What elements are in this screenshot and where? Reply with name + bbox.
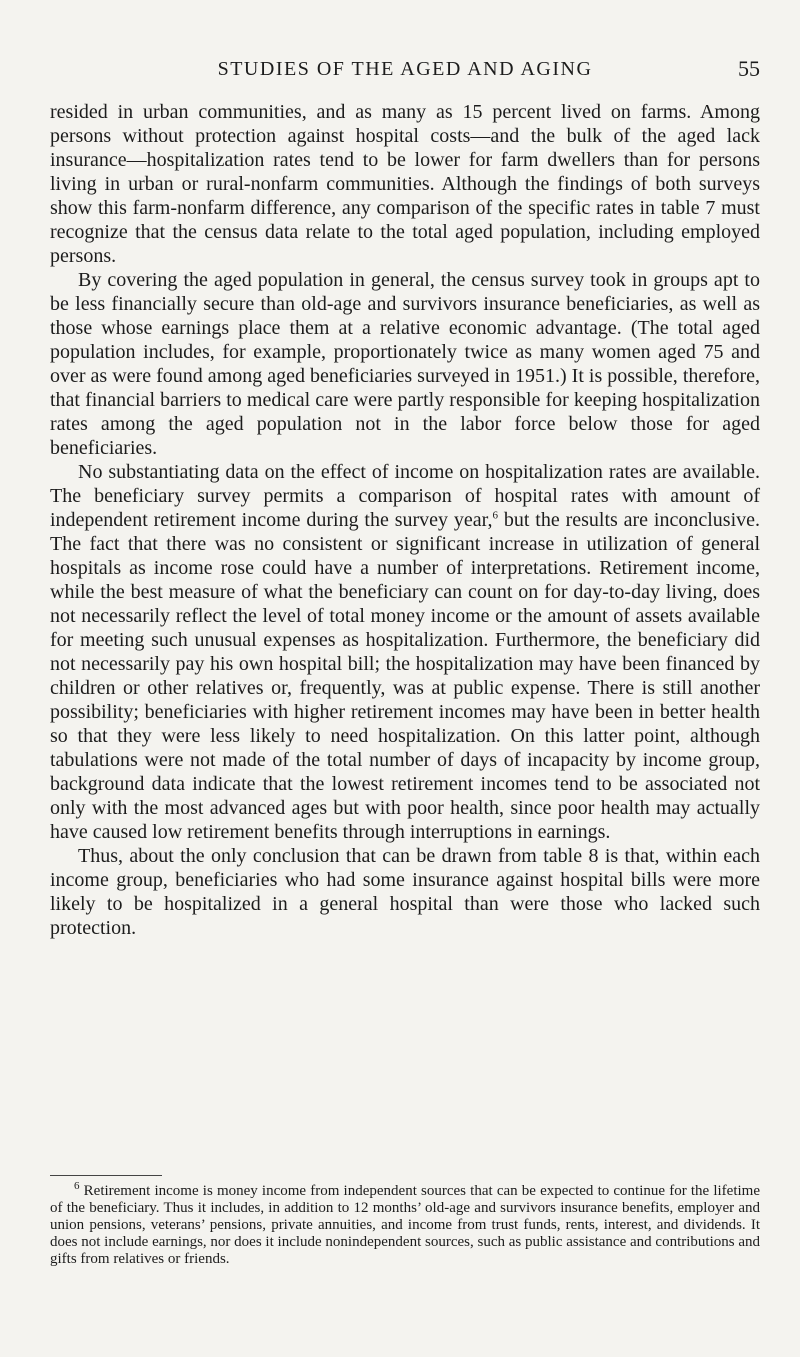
- footnote-marker: 6: [74, 1180, 80, 1192]
- body-text: [50, 100, 760, 940]
- footnote-reference: 6: [492, 509, 499, 522]
- footnote: [50, 1180, 760, 1268]
- paragraph-1: resided in urban communities, and as many as 15 percent lived on farms. Among persons without protection against hospital costs—and the bulk of the aged lack insurance—hospitalization rates tend to be lower for farm dwellers than for persons living in urban or rural-nonfarm communities. Although the findings of both surveys show this farm-nonfarm difference, any comparison of the specific rates in table 7 must recognize that the census data relate to the total aged population, including employed persons.: [50, 101, 760, 267]
- paragraph-4: Thus, about the only conclusion that can be drawn from table 8 is that, within each income group, beneficiaries who had some insurance against hospital bills were more likely to be hospitalized in a general hospital than were those who lacked such protection.: [50, 845, 760, 939]
- footnote-text: Retirement income is money income from independent sources that can be expected to continue for the lifetime of the beneficiary. Thus it includes, in addition to 12 months’ old-age and survivors insurance benefits, employer and union pensions, veterans’ pensions, private annuities, and income from trust funds, rents, interest, and dividends. It does not include earnings, nor does it include nonindependent sources, such as public assistance and contributions and gifts from relatives or friends.: [50, 1183, 760, 1267]
- paragraph-2: By covering the aged population in general, the census survey took in groups apt to be less financially secure than old-age and survivors insurance beneficiaries, as well as those whose earnings place them at a relative economic advantage. (The total aged population includes, for example, proportionately twice as many women aged 75 and over as were found among aged beneficiaries surveyed in 1951.) It is possible, therefore, that financial barriers to medical care were partly responsible for keeping hospitalization rates among the aged population not in the labor force below those for aged beneficiaries.: [50, 269, 760, 459]
- paragraph-3: [50, 460, 760, 844]
- footnote-paragraph: [50, 1180, 760, 1268]
- paragraph-3-text-a: No substantiating data on the effect of income on hospitalization rates are available. The beneficiary survey permits a comparison of hospital rates with amount of independent retirement income during the survey year,: [50, 461, 760, 531]
- running-title: STUDIES OF THE AGED AND AGING: [217, 58, 593, 80]
- running-head: [50, 54, 760, 84]
- footnote-divider: [50, 1175, 162, 1176]
- page-number: 55: [738, 56, 760, 81]
- paragraph-3-text-b: but the results are inconclusive. The fact that there was no consistent or significant increase in utilization of general hospitals as income rose could have a number of interpretations. Retirement income, while the best measure of what the beneficiary can count on for day-to-day living, does not necessarily reflect the level of total money income or the amount of assets available for meeting such unusual expenses as hospitalization. Furthermore, the beneficiary did not necessarily pay his own hospital bill; the hospitalization may have been financed by children or other relatives or, frequently, was at public expense. There is still another possibility; beneficiaries with higher retirement incomes may have been in better health so that they were less likely to need hospitalization. On this latter point, although tabulations were not made of the total number of days of incapacity by income group, background data indicate that the lowest retirement incomes tend to be associated not only with the most advanced ages but with poor health, since poor health may actually have caused low retirement benefits through interruptions in earnings.: [50, 509, 760, 843]
